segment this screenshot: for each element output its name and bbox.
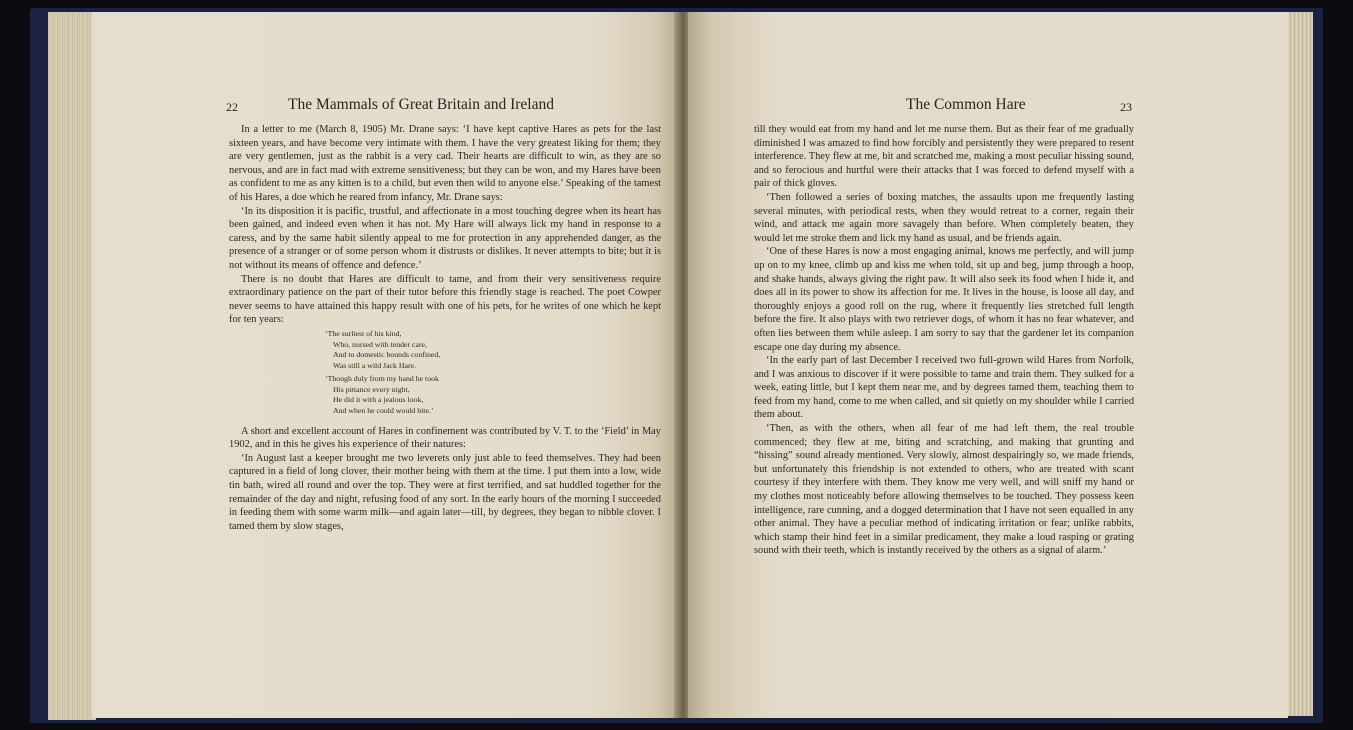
poem-line: Was still a wild Jack Hare. [333, 360, 416, 370]
poem-line: He did it with a jealous look, [333, 395, 424, 405]
paragraph: A short and excellent account of Hares in confinement was contributed by V. T. to the ‘Field’ in May 1902, and in this he gives his experience of their natures: [229, 425, 661, 451]
poem-quote [325, 329, 661, 417]
paragraph: ‘Then, as with the others, when all fear of me had left them, the real trouble commenced; they flew at me, biting and scratching, and making that grunting and “hissing” sound already mentioned. Very slowly, almost despairingly so, we made friends, but unfortunately this friendship is not extended to others, who are treated with scant courtesy if they interfere with them. They know me very well, and will sniff my hand or my clothes most noticeably before allowing themselves to be touched. They possess keen intelligence, rare cunning, and a dogged determination that I have not seen equalled in any other animal. They have a peculiar method of indicating irritation or fear; unlike rabbits, which stamp their hind feet in a similar predicament, they make a loud rasping or grating sound with their teeth, which is instantly received by the others as a signal of alarm.’ [754, 423, 1134, 557]
poem-line: Who, nursed with tender care, [333, 339, 427, 349]
poem-stanza [325, 329, 661, 371]
body-text [229, 123, 661, 533]
poem-line: His pittance every night, [333, 384, 410, 394]
poem-line: And when he could would bite.’ [333, 406, 434, 416]
paragraph: ‘One of these Hares is now a most engaging animal, knows me perfectly, and will jump up on to my knee, climb up and kiss me when told, sit up and beg, jump through a hoop, and shake hands, always giving the right paw. It will also seek its food when I hide it, and does all in its power to show its affection for me. It lives in the house, is loose all day, and thoroughly enjoys a good roll on the rug, where it frequently lies stretched full length before the fire. It also plays with two retriever dogs, of whom it has no fear whatever, and often lies between them while asleep. I am sorry to say that the gardener let its companion escape one day during my absence. [754, 246, 1134, 353]
poem-stanza [325, 374, 661, 416]
paragraph: till they would eat from my hand and let me nurse them. But as their fear of me gradually diminished I was amazed to find how forcibly and persistently they were prepared to resent interference. They flew at me, bit and scratched me, making a most peculiar hissing sound, and so ferocious and hurtful were their attacks that I was forced to defend myself with a pair of thick gloves. [754, 124, 1134, 190]
paragraph: ‘In its disposition it is pacific, trustful, and affectionate in a most touching degree when its heart has been gained, and indeed even when it has not. My Hare will always lick my hand in response to a caress, and by the same habit silently appeal to me for protection in any apprehended danger, as the presence of a stranger or of some person whom it distrusts or dislikes. It never attempts to bite; but it is not without its means of offence and defence.’ [229, 205, 661, 271]
page-number: 22 [226, 100, 238, 114]
poem-line: And to domestic bounds confined, [333, 350, 441, 360]
paragraph: ‘In August last a keeper brought me two leverets only just able to feed themselves. They had been captured in a field of long clover, their mother being with them at the time. I put them into a low, wide tin bath, wired all round and over the top. They were at first terrified, and sat huddled together for the remainder of the day and night, refusing food of any sort. In the early hours of the morning I succeeded in feeding them with some warm milk—and again later—till, by degrees, they began to nibble clover. I tamed them by slow stages, [229, 452, 661, 532]
running-title: The Mammals of Great Britain and Ireland [288, 96, 554, 113]
body-text [754, 123, 1134, 558]
poem-line: ‘Though duly from my hand he took [325, 374, 439, 384]
poem-line: ‘The surliest of his kind, [325, 328, 402, 338]
right-page [688, 12, 1288, 718]
right-page-stack [1287, 12, 1313, 716]
running-title: The Common Hare [906, 96, 1026, 113]
page-number: 23 [1120, 100, 1132, 114]
left-page [92, 12, 678, 718]
left-page-stack [48, 12, 96, 720]
paragraph: In a letter to me (March 8, 1905) Mr. Drane says: ‘I have kept captive Hares as pets for the last sixteen years, and have become very intimate with them. I have the very greatest liking for them; they are very gentlemen, just as the rabbit is a very cad. Their hearts are difficult to win, as they are so nervous, and are in fact mad with extreme sensitiveness; but they can be won, and my Hares have been as confident to me as any kitten is to a child, but even then wild to anyone else.’ Speaking of the tamest of his Hares, a doe which he reared from infancy, Mr. Drane says: [229, 124, 661, 203]
paragraph: ‘Then followed a series of boxing matches, the assaults upon me frequently lasting several minutes, with periodical rests, when they would retreat to a corner, regain their wind, and attack me again more savagely than before. When completely beaten, they would let me stroke them and lick my hand as usual, and be friends again. [754, 191, 1134, 244]
paragraph: ‘In the early part of last December I received two full-grown wild Hares from Norfolk, and I was anxious to discover if it were possible to tame and train them. They sulked for a week, eating little, but I kept them near me, and by degrees tamed them, teaching them to feed from my hand, come to me when called, and sit quietly on my shoulder while I carried them about. [754, 355, 1135, 421]
paragraph: There is no doubt that Hares are difficult to tame, and from their very sensitiveness require extraordinary patience on the part of their tutor before this friendly stage is reached. The poet Cowper never seems to have attained this happy result with one of his pets, for he writes of one which he kept for ten years: [229, 273, 661, 326]
